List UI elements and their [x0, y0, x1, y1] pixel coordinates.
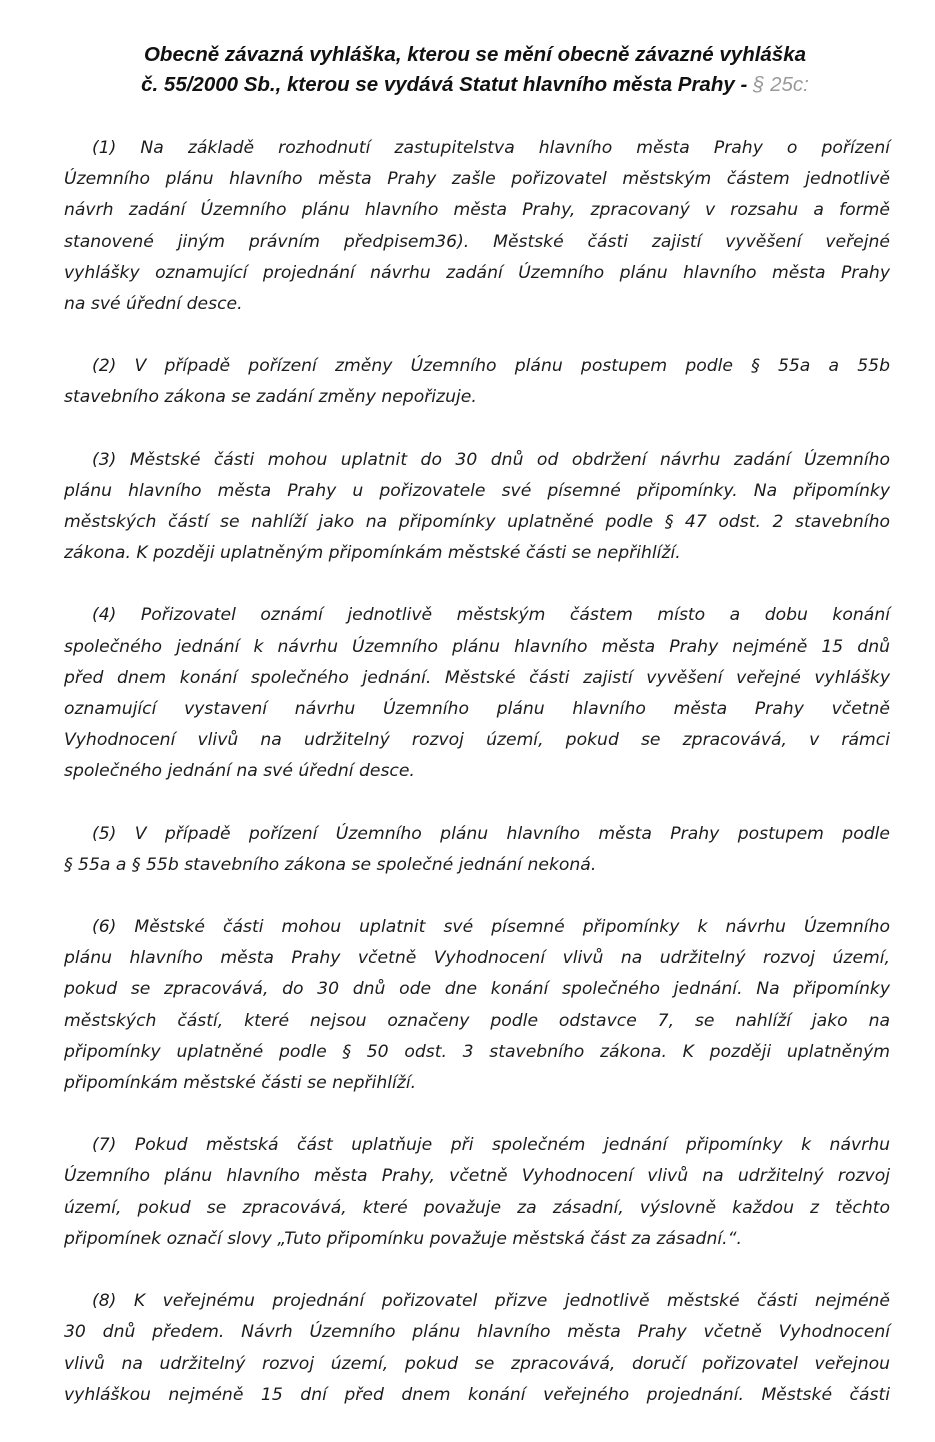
paragraph-line: připomínkám městské části se nepřihlíží.	[64, 1073, 417, 1094]
paragraph-line: (1) Na základě rozhodnutí zastupitelstva hlavního města Prahy o pořízení	[92, 138, 890, 158]
paragraph-line: (2) V případě pořízení změny Územního plánu postupem podle § 55a a 55b	[92, 356, 890, 377]
title-line-2-text: č. 55/2000 Sb., kterou se vydává Statut hlavního města Prahy -	[141, 73, 748, 96]
paragraph-line: Územního plánu hlavního města Prahy zašle pořizovatel městským částem jednotlivě	[64, 169, 890, 190]
paragraph-3	[64, 445, 890, 570]
paragraph-line: připomínek označí slovy „Tuto připomínku považuje městská část za zásadní.“.	[64, 1228, 742, 1249]
paragraph-4	[64, 600, 890, 787]
document-title	[60, 40, 890, 100]
paragraph-2	[64, 351, 890, 413]
paragraph-7	[64, 1130, 890, 1255]
paragraph-line: stavebního zákona se zadání změny nepořizuje.	[64, 387, 477, 408]
paragraph-line: plánu hlavního města Prahy u pořizovatele své písemné připomínky. Na připomínky	[64, 480, 890, 501]
paragraph-line: Územního plánu hlavního města Prahy, včetně Vyhodnocení vlivů na udržitelný rozvoj	[64, 1166, 890, 1187]
paragraph-line: připomínky uplatněné podle § 50 odst. 3 stavebního zákona. K později uplatněným	[64, 1041, 890, 1062]
paragraph-line: (5) V případě pořízení Územního plánu hlavního města Prahy postupem podle	[92, 823, 890, 844]
paragraph-line: návrh zadání Územního plánu hlavního města Prahy, zpracovaný v rozsahu a formě	[64, 200, 890, 221]
section-reference: § 25c:	[753, 73, 809, 96]
paragraph-line: vyhlášky oznamující projednání návrhu zadání Územního plánu hlavního města Prahy	[64, 262, 890, 283]
paragraph-6	[64, 912, 890, 1099]
paragraph-line: společného jednání na své úřední desce.	[64, 761, 415, 782]
paragraph-line: vyhláškou nejméně 15 dní před dnem konání veřejného projednání. Městské části	[64, 1384, 890, 1405]
paragraph-line: Vyhodnocení vlivů na udržitelný rozvoj území, pokud se zpracovává, v rámci	[64, 730, 890, 751]
paragraph-line: na své úřední desce.	[64, 294, 243, 315]
paragraph-line: plánu hlavního města Prahy včetně Vyhodnocení vlivů na udržitelný rozvoj území,	[64, 948, 890, 969]
paragraph-1	[64, 133, 890, 320]
paragraph-line: (6) Městské části mohou uplatnit své písemné připomínky k návrhu Územního	[92, 917, 890, 938]
paragraph-line: vlivů na udržitelný rozvoj území, pokud se zpracovává, doručí pořizovatel veřejnou	[64, 1353, 890, 1374]
paragraph-line: zákona. K později uplatněným připomínkám městské části se nepřihlíží.	[64, 543, 681, 564]
paragraph-5	[64, 819, 890, 881]
paragraph-8	[64, 1286, 890, 1411]
paragraph-line: (3) Městské části mohou uplatnit do 30 dnů od obdržení návrhu zadání Územního	[92, 449, 890, 470]
paragraph-line: (4) Pořizovatel oznámí jednotlivě městským částem místo a dobu konání	[92, 605, 890, 626]
title-line-1: Obecně závazná vyhláška, kterou se mění obecně závazné vyhláška	[143, 43, 807, 66]
paragraph-line: (7) Pokud městská část uplatňuje při společném jednání připomínky k návrhu	[92, 1135, 890, 1156]
paragraph-line: § 55a a § 55b stavebního zákona se společné jednání nekoná.	[64, 854, 597, 875]
title-line-2	[60, 70, 890, 100]
document-body	[64, 133, 890, 1442]
paragraph-line: území, pokud se zpracovává, které považuje za zásadní, výslovně každou z těchto	[64, 1197, 890, 1218]
paragraph-line: pokud se zpracovává, do 30 dnů ode dne konání společného jednání. Na připomínky	[64, 979, 890, 1000]
paragraph-line: společného jednání k návrhu Územního plánu hlavního města Prahy nejméně 15 dnů	[64, 636, 890, 657]
paragraph-line: městských částí, které nejsou označeny podle odstavce 7, se nahlíží jako na	[64, 1010, 890, 1031]
paragraph-line: před dnem konání společného jednání. Městské části zajistí vyvěšení veřejné vyhlášky	[64, 667, 890, 688]
paragraph-line: městských částí se nahlíží jako na připomínky uplatněné podle § 47 odst. 2 stavebního	[64, 512, 890, 533]
paragraph-line: oznamující vystavení návrhu Územního plánu hlavního města Prahy včetně	[64, 699, 890, 720]
paragraph-line: (8) K veřejnému projednání pořizovatel přizve jednotlivě městské části nejméně	[92, 1291, 890, 1312]
paragraph-line: 30 dnů předem. Návrh Územního plánu hlavního města Prahy včetně Vyhodnocení	[64, 1322, 890, 1343]
paragraph-line: stanovené jiným právním předpisem36). Městské části zajistí vyvěšení veřejné	[64, 231, 890, 252]
